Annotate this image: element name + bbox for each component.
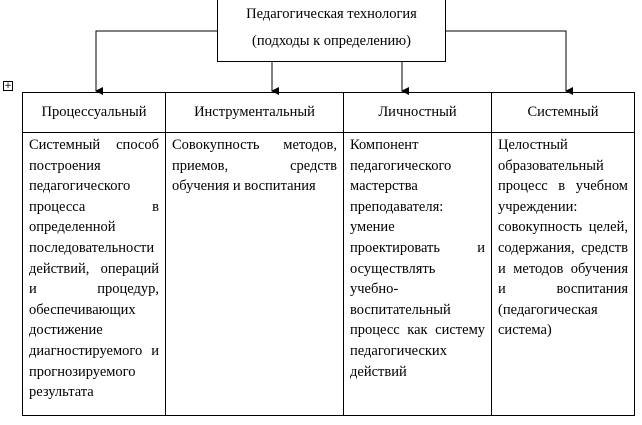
header-systemic: Системный	[492, 93, 635, 133]
connector-left	[96, 31, 217, 91]
move-cross-icon[interactable]: +	[4, 81, 12, 91]
header-personal: Личностный	[344, 93, 492, 133]
title-line-1: Педагогическая технология	[246, 6, 417, 22]
header-instrumental: Инструментальный	[166, 93, 344, 133]
definition-systemic: Целостный образовательный процесс в учебном учреждении: совокупность целей, содержания, средств и методов обучения и воспитания (педагогическая система)	[492, 133, 635, 416]
header-processual: Процессуальный	[23, 93, 166, 133]
approaches-table	[22, 92, 635, 416]
title-line-2: (подходы к определению)	[252, 33, 411, 49]
connector-right	[446, 31, 566, 91]
definition-instrumental: Совокупность методов, приемов, средств обучения и воспитания	[166, 133, 344, 416]
technology-title-box	[217, 0, 446, 62]
definition-personal: Компонент педагогического мастерства преподавателя: умение проектировать и осуществлять учебно-воспитательный процесс как систему педагогических действий	[344, 133, 492, 416]
definition-processual: Системный способ построения педагогического процесса в определенной последовательности действий, операций и процедур, обеспечивающих достижение диагностируемого и прогнозируемого результата	[23, 133, 166, 416]
table-row	[23, 133, 635, 416]
table-header-row	[23, 93, 635, 133]
